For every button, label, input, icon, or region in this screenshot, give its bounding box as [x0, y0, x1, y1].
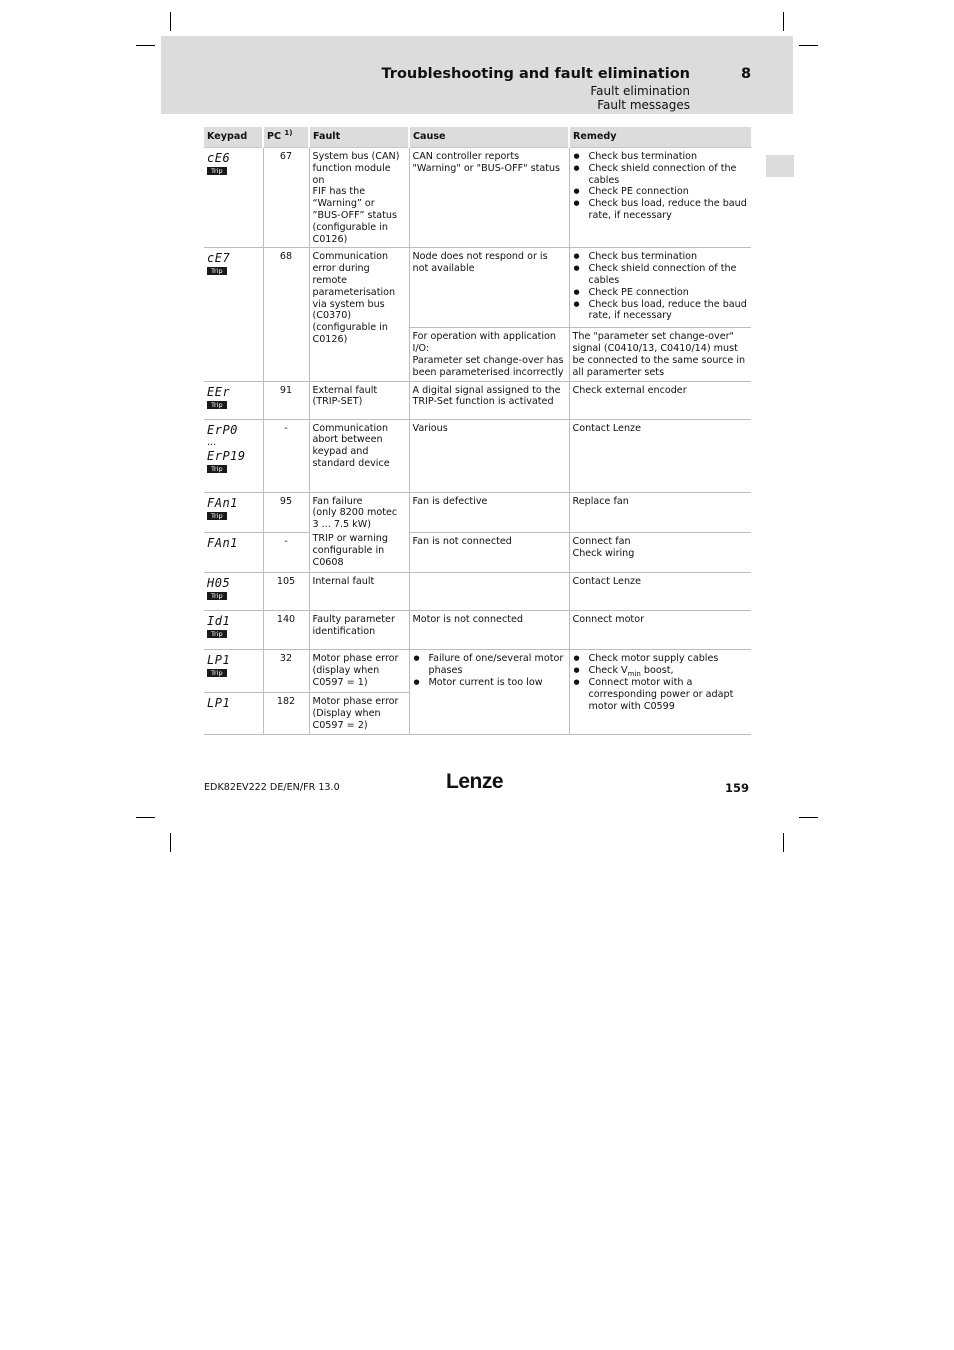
- list-item: ● Check bus termination: [573, 251, 749, 263]
- section-title: Fault elimination: [590, 84, 690, 98]
- pc-cell: 182: [263, 693, 309, 734]
- crop-mark: [799, 45, 818, 46]
- trip-badge: Trip: [207, 592, 227, 600]
- pc-cell: 105: [263, 573, 309, 611]
- list-item: ● Check shield connection of the cables: [573, 263, 749, 287]
- fault-cell: Communication abort between keypad and standard device: [309, 419, 409, 492]
- page-header: [161, 36, 793, 114]
- fault-messages-table: [204, 127, 751, 735]
- keypad-cell: [204, 148, 263, 248]
- remedy-cell: The "parameter set change-over" signal (C0410/13, C0410/14) must be connected to the same source in all paramerter sets: [569, 328, 751, 381]
- column-header-pc: PC $^{1)}$: [263, 127, 309, 148]
- trip-badge: Trip: [207, 401, 227, 409]
- table-row: [204, 148, 751, 248]
- cause-cell: Fan is defective: [409, 492, 569, 533]
- footnote-marker: 1): [284, 128, 293, 137]
- crop-mark: [136, 45, 155, 46]
- remedy-cell: Check external encoder: [569, 381, 751, 419]
- keypad-code: FAn1: [207, 495, 238, 510]
- page-title: Troubleshooting and fault elimination: [381, 66, 690, 82]
- keypad-code: H05: [207, 576, 231, 591]
- list-item: ● Check motor supply cables: [573, 653, 749, 665]
- column-header-keypad: Keypad: [204, 127, 263, 148]
- keypad-cell: [204, 419, 263, 492]
- fault-cell: Motor phase error (Display when C0597 = 2): [309, 693, 409, 734]
- pc-cell: 91: [263, 381, 309, 419]
- crop-mark: [136, 817, 155, 818]
- table-row: [204, 248, 751, 328]
- column-header-fault: Fault: [309, 127, 409, 148]
- pc-cell: 67: [263, 148, 309, 248]
- keypad-code: FAn1: [207, 536, 238, 551]
- cause-cell: Various: [409, 419, 569, 492]
- pc-cell: 95: [263, 492, 309, 533]
- cause-cell: A digital signal assigned to the TRIP-Set function is activated: [409, 381, 569, 419]
- subsection-title: Fault messages: [597, 98, 690, 112]
- chapter-number: 8: [741, 66, 752, 82]
- keypad-cell: [204, 492, 263, 533]
- list-item: ● Motor current is too low: [413, 677, 566, 689]
- remedy-cell: [569, 148, 751, 248]
- cause-cell: Fan is not connected: [409, 533, 569, 573]
- crop-mark: [783, 833, 784, 852]
- list-item: ● Connect motor with a corresponding power or adapt motor with C0599: [573, 677, 749, 712]
- keypad-cell: [204, 611, 263, 650]
- list-item: ● Check PE connection: [573, 287, 749, 299]
- table-row: [204, 492, 751, 533]
- keypad-code: Id1: [207, 614, 231, 629]
- remedy-cell: Connect fan Check wiring: [569, 533, 751, 573]
- crop-mark: [170, 833, 171, 852]
- column-header-cause: Cause: [409, 127, 569, 148]
- cause-cell: Node does not respond or is not available: [409, 248, 569, 328]
- chapter-tab-marker: [766, 155, 794, 177]
- fault-cell: Fan failure (only 8200 motec 3 ... 7.5 kW): [309, 492, 409, 533]
- list-item: ● Check bus load, reduce the baud rate, if necessary: [573, 198, 749, 222]
- fault-cell: External fault (TRIP-SET): [309, 381, 409, 419]
- keypad-code: LP1: [207, 696, 231, 711]
- keypad-code: EEr: [207, 384, 231, 399]
- pc-cell: 68: [263, 248, 309, 381]
- table-row: [204, 650, 751, 693]
- page-number: 159: [724, 781, 749, 795]
- cause-cell: [409, 650, 569, 734]
- keypad-code: cE7: [207, 251, 231, 266]
- table-row: [204, 381, 751, 419]
- fault-cell: System bus (CAN) function module on FIF has the “Warning” or ”BUS-OFF” status (configurable in C0126): [309, 148, 409, 248]
- list-item: ● Check PE connection: [573, 186, 749, 198]
- table-row: [204, 419, 751, 492]
- trip-badge: Trip: [207, 465, 227, 473]
- cause-cell: For operation with application I/O: Parameter set change-over has been parameterised incorrectly: [409, 328, 569, 381]
- list-item: ● Check shield connection of the cables: [573, 163, 749, 187]
- remedy-cell: Contact Lenze: [569, 573, 751, 611]
- keypad-cell: [204, 693, 263, 734]
- list-item: ● Check bus load, reduce the baud rate, if necessary: [573, 299, 749, 323]
- trip-badge: Trip: [207, 267, 227, 275]
- keypad-code: LP1: [207, 653, 231, 668]
- keypad-cell: [204, 573, 263, 611]
- trip-badge: Trip: [207, 669, 227, 677]
- keypad-cell: [204, 650, 263, 693]
- fault-cell: Motor phase error (display when C0597 = 1): [309, 650, 409, 693]
- crop-mark: [170, 12, 171, 31]
- list-item: ● Check $V_{min}$ boost,: [573, 665, 749, 677]
- crop-mark: [799, 817, 818, 818]
- trip-badge: Trip: [207, 512, 227, 520]
- remedy-cell: Replace fan: [569, 492, 751, 533]
- fault-cell: Internal fault: [309, 573, 409, 611]
- fault-cell: Communication error during remote parameterisation via system bus (C0370) (configurable in C0126): [309, 248, 409, 381]
- document-id: EDK82EV222 DE/EN/FR 13.0: [204, 782, 340, 793]
- range-ellipsis: ...: [207, 436, 217, 448]
- keypad-cell: [204, 248, 263, 381]
- trip-badge: Trip: [207, 630, 227, 638]
- pc-cell: -: [263, 533, 309, 573]
- cause-cell: CAN controller reports "Warning" or "BUS-OFF" status: [409, 148, 569, 248]
- lenze-logo: Lenze: [446, 770, 504, 793]
- keypad-code: cE6: [207, 151, 231, 165]
- keypad-code: ErP0: [207, 422, 238, 437]
- table-row: [204, 611, 751, 650]
- keypad-code: ErP19: [207, 448, 246, 463]
- fault-cell: Faulty parameter identification: [309, 611, 409, 650]
- cause-cell: Motor is not connected: [409, 611, 569, 650]
- list-item: ● Failure of one/several motor phases: [413, 653, 566, 677]
- keypad-cell: [204, 381, 263, 419]
- remedy-cell: Contact Lenze: [569, 419, 751, 492]
- crop-mark: [783, 12, 784, 31]
- column-header-remedy: Remedy: [569, 127, 751, 148]
- table-row: [204, 573, 751, 611]
- table-header-row: [204, 127, 751, 148]
- remedy-cell: [569, 650, 751, 734]
- pc-cell: 140: [263, 611, 309, 650]
- fault-cell: TRIP or warning configurable in C0608: [309, 533, 409, 573]
- keypad-cell: [204, 533, 263, 573]
- pc-cell: -: [263, 419, 309, 492]
- pc-cell: 32: [263, 650, 309, 693]
- remedy-cell: Connect motor: [569, 611, 751, 650]
- trip-badge: Trip: [207, 167, 227, 175]
- cause-cell: [409, 573, 569, 611]
- list-item: ● Check bus termination: [573, 151, 749, 163]
- remedy-cell: [569, 248, 751, 328]
- table-row: [204, 533, 751, 573]
